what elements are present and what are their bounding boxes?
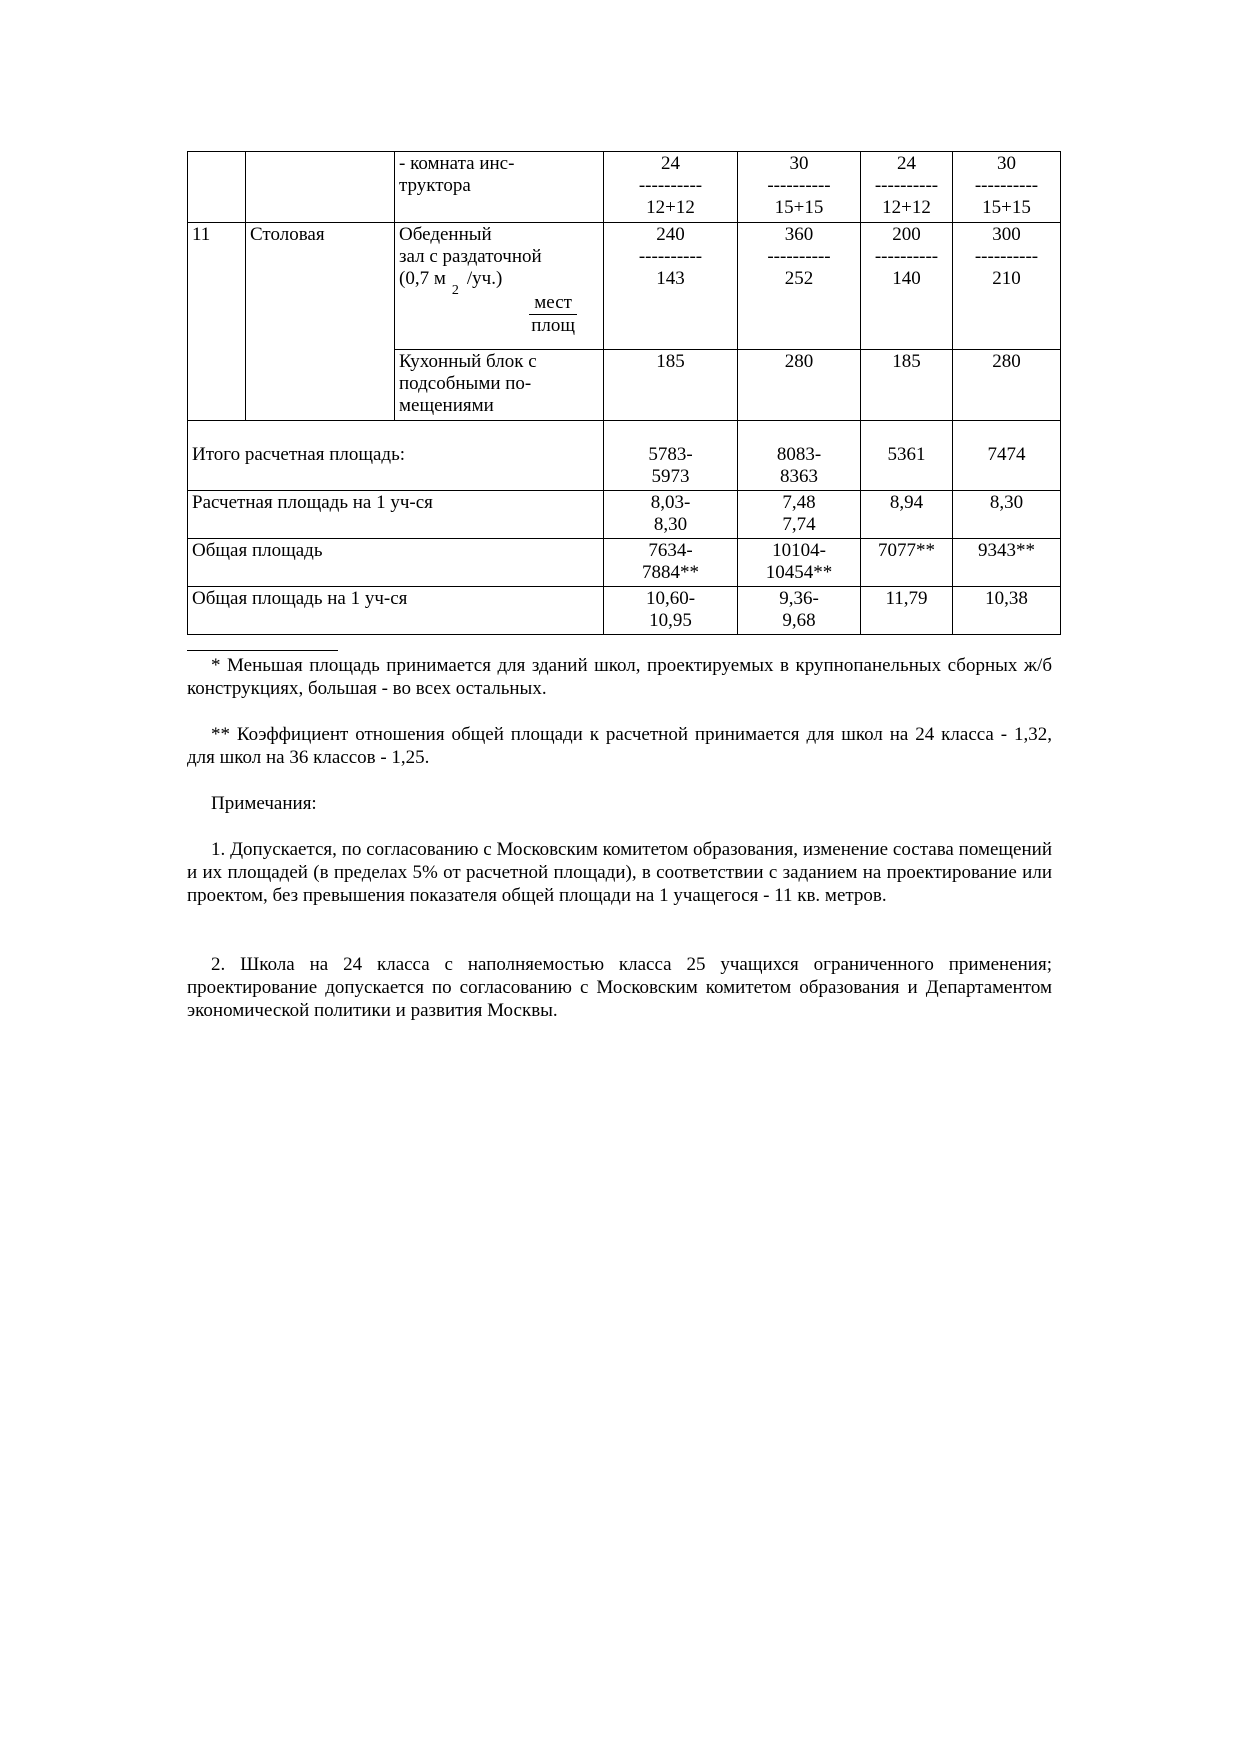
summary-label-cell: Итого расчетная площадь: [188, 421, 604, 491]
value-cell: 360 ---------- 252 [738, 223, 861, 350]
table-cell [188, 152, 246, 223]
note-1: 1. Допускается, по согласованию с Московским комитетом образования, изменение состава помещений и их площадей (в пределах 5% от расчетной площади), в соответствии с заданием на проектирование или проектом, без превышения показателя общей площади на 1 учащегося - 11 кв. метров. [187, 839, 1052, 906]
summary-row [188, 539, 1061, 587]
dash-line: ---------- [767, 175, 831, 196]
value-cell: 5783- 5973 [604, 421, 738, 491]
table-row [188, 223, 1061, 350]
value-cell: 7,48 7,74 [738, 491, 861, 539]
dash-line: ---------- [767, 246, 831, 267]
dash-line: ---------- [638, 246, 703, 267]
table-row [188, 152, 1061, 223]
value-cell: 7634- 7884** [604, 539, 738, 587]
value-cell: 30 ---------- 15+15 [953, 152, 1061, 223]
value-cell: 8,30 [953, 491, 1061, 539]
dash-line: ---------- [638, 175, 703, 196]
value-cell: 24 ---------- 12+12 [861, 152, 953, 223]
dash-line: ---------- [874, 246, 939, 267]
area-table [187, 151, 1061, 635]
room-name-cell: Обеденный зал с раздаточной (0,7 $м_2/уч$.) $\frac{\text{мест}}{\text{площ}}$ [395, 223, 604, 350]
value-cell: 8,03- 8,30 [604, 491, 738, 539]
value-cell: 11,79 [861, 587, 953, 635]
dash-line: ---------- [974, 175, 1039, 196]
summary-row [188, 491, 1061, 539]
summary-row [188, 421, 1061, 491]
value-cell: 240 ---------- 143 [604, 223, 738, 350]
value-cell: 10104- 10454** [738, 539, 861, 587]
value-cell: 185 [861, 350, 953, 421]
value-cell: 280 [953, 350, 1061, 421]
value-cell: 7474 [953, 421, 1061, 491]
unit-fraction: $\frac{\text{мест}}{\text{площ}}$ [531, 292, 575, 336]
value-cell: 24 ---------- 12+12 [604, 152, 738, 223]
value-cell: 10,38 [953, 587, 1061, 635]
section-name-cell: Столовая [246, 223, 395, 421]
value-cell: 8,94 [861, 491, 953, 539]
value-cell: 10,60- 10,95 [604, 587, 738, 635]
value-cell: 7077** [861, 539, 953, 587]
footnote-1: * Меньшая площадь принимается для зданий школ, проектируемых в крупнопанельных сборных ж/б конструкциях, большая - во всех остальных. [187, 655, 1052, 699]
summary-label-cell: Общая площадь на 1 уч-ся [188, 587, 604, 635]
footnote-divider [187, 650, 338, 651]
value-cell: 9343** [953, 539, 1061, 587]
summary-label-cell: Общая площадь [188, 539, 604, 587]
value-cell: 200 ---------- 140 [861, 223, 953, 350]
value-cell: 280 [738, 350, 861, 421]
summary-label-cell: Расчетная площадь на 1 уч-ся [188, 491, 604, 539]
dash-line: ---------- [874, 175, 939, 196]
footnote-2: ** Коэффициент отношения общей площади к расчетной принимается для школ на 24 класса - 1,32, для школ на 36 классов - 1,25. [187, 724, 1052, 768]
note-2: 2. Школа на 24 класса с наполняемостью класса 25 учащихся ограниченного применения; проектирование допускается по согласованию с Московским комитетом образования и Департаментом экономической политики и развития Москвы. [187, 954, 1052, 1021]
value-cell: 30 ---------- 15+15 [738, 152, 861, 223]
row-number-cell: 11 [188, 223, 246, 421]
room-name-cell: - комната инс- труктора [395, 152, 604, 223]
room-name-cell: Кухонный блок с подсобными по- мещениями [395, 350, 604, 421]
summary-row [188, 587, 1061, 635]
value-cell: 8083- 8363 [738, 421, 861, 491]
notes-heading: Примечания: [211, 793, 317, 814]
value-cell: 300 ---------- 210 [953, 223, 1061, 350]
value-cell: 185 [604, 350, 738, 421]
dash-line: ---------- [974, 246, 1039, 267]
value-cell: 9,36- 9,68 [738, 587, 861, 635]
table-cell [246, 152, 395, 223]
value-cell: 5361 [861, 421, 953, 491]
